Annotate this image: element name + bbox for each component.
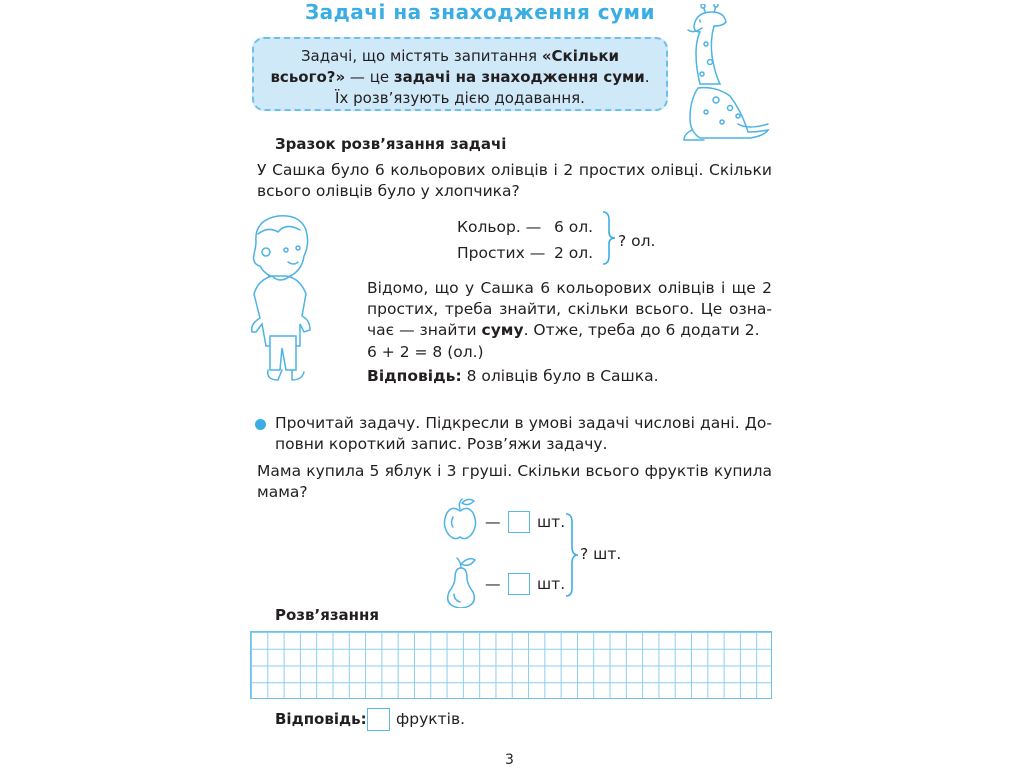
pear-unit: шт.: [537, 575, 566, 593]
sample-heading: Зразок розв’язання задачі: [275, 135, 507, 153]
apple-unit: шт.: [537, 513, 566, 531]
rule-line2-plain: — це: [345, 68, 394, 86]
rule-line2-bold2: задачі на знаходження суми: [393, 68, 645, 86]
task-question: ? шт.: [580, 545, 622, 563]
task-answer-unit: фруктів.: [396, 710, 466, 728]
pear-icon: [445, 556, 479, 608]
task-instruction: Прочитай задачу. Підкресли в умові задачі числові дані. Доповни короткий запис. Розв’яжи задачу.: [275, 414, 772, 453]
sample-answer-text: 8 олівців було в Сашка.: [461, 367, 659, 385]
giraffe-illustration: [676, 4, 776, 146]
answer-input[interactable]: [367, 708, 390, 731]
page-title: Задачі на знаходження суми: [304, 0, 656, 24]
apple-count-input[interactable]: [508, 511, 530, 533]
sample-equation: 6 + 2 = 8 (ол.): [367, 343, 484, 361]
pear-dash: —: [485, 575, 501, 593]
task-problem: Мама купила 5 яблук і 3 груші. Скільки всього фруктів купила мама?: [257, 462, 772, 501]
note-question: ? ол.: [618, 232, 656, 250]
sample-problem: У Сашка було 6 кольорових олівців і 2 простих олівці. Скільки всього олівців було у хлопчика?: [257, 161, 772, 200]
rule-line2-end: .: [644, 68, 650, 86]
explanation-bold: суму: [481, 321, 524, 339]
sample-answer: [367, 366, 659, 387]
rule-line1-bold: «Скільки: [541, 47, 620, 65]
rule-line3: Їх розв’язують дією додавання.: [335, 89, 585, 107]
note-row2-value: 2 ол.: [554, 244, 594, 262]
task-brace-icon: [564, 512, 580, 598]
rule-line1-plain: Задачі, що містять запитання: [300, 47, 542, 65]
pear-count-input[interactable]: [508, 573, 530, 595]
brace-icon: [601, 210, 617, 266]
bullet-icon: [255, 419, 266, 430]
apple-dash: —: [485, 513, 501, 531]
solution-grid[interactable]: [250, 631, 772, 699]
note-row1-value: 6 ол.: [554, 218, 594, 236]
solution-heading: Розв’язання: [275, 606, 380, 624]
apple-icon: [443, 497, 477, 541]
task-answer-label: Відповідь:: [275, 710, 367, 728]
explanation-post: . Отже, треба до 6 додати 2.: [523, 321, 760, 339]
rule-text: [258, 46, 662, 109]
rule-line2-bold: всього?»: [270, 68, 346, 86]
note-row1-label: Кольор. —: [457, 218, 542, 236]
page-number: 3: [505, 752, 514, 768]
sample-answer-label: Відповідь:: [367, 367, 462, 385]
explanation-pre: Відомо, що у Сашка 6 кольорових олівців і ще 2 простих, треба знайти, скільки всього. Це означає — знайти: [367, 279, 772, 339]
sample-explanation: [367, 278, 772, 341]
note-row2-label: Простих —: [457, 244, 546, 262]
boy-illustration: [244, 212, 324, 392]
